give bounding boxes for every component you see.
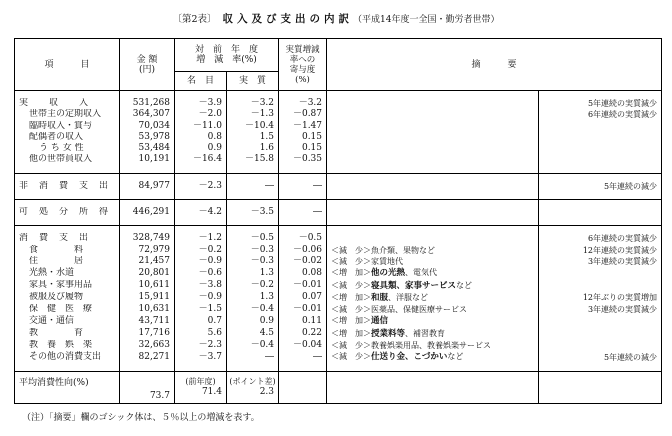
real-change-cell: 1.6 — [227, 143, 279, 154]
nominal-change-cell: －2.0 — [175, 109, 227, 120]
real-change-cell: －0.3 — [227, 245, 279, 256]
summary-note-cell — [539, 340, 662, 351]
contribution-cell: 0.22 — [279, 328, 327, 340]
summary-note-cell — [539, 207, 662, 218]
summary-cell — [327, 109, 539, 120]
summary-cell — [327, 280, 539, 292]
summary-cell — [327, 233, 539, 244]
summary-cell — [327, 328, 539, 340]
contribution-cell: －0.01 — [279, 304, 327, 315]
contribution-cell: 0.15 — [279, 132, 327, 143]
amount-cell: 32,663 — [120, 340, 175, 351]
summary-cell — [327, 121, 539, 132]
amount-cell: 531,268 — [120, 98, 175, 109]
nominal-change-cell: －3.9 — [175, 98, 227, 109]
table-row — [15, 143, 662, 154]
summary-cell — [327, 143, 539, 154]
real-change-cell: －0.4 — [227, 340, 279, 351]
row-label: 住 居 — [15, 256, 120, 267]
summary-emphasis: 寝具類、家事サービス — [371, 280, 457, 291]
summary-cell — [327, 98, 539, 109]
row-label: その他の消費支出 — [15, 351, 120, 363]
summary-note-cell: 3年連続の実質減少 — [539, 304, 662, 315]
propensity-amount: 73.7 — [120, 371, 175, 403]
propensity-value: 2.3 — [259, 387, 275, 398]
income-expenditure-table — [14, 38, 662, 404]
contribution-cell: －3.2 — [279, 98, 327, 109]
propensity-point-diff — [227, 371, 279, 403]
real-change-cell: －3.2 — [227, 98, 279, 109]
nominal-change-cell: －0.9 — [175, 256, 227, 267]
header-amount: 金 額 (円) — [120, 39, 175, 91]
summary-prefix: ＜増 加＞ — [331, 316, 372, 326]
real-change-cell: －0.4 — [227, 304, 279, 315]
contribution-cell: －0.5 — [279, 233, 327, 244]
real-change-cell: －0.5 — [227, 233, 279, 244]
contribution-cell: 0.15 — [279, 143, 327, 154]
row-label: 被服及び履物 — [15, 292, 120, 304]
summary-emphasis: 仕送り金、こづかい — [371, 352, 448, 363]
footnote: （注）「摘要」欄のゴシック体は、５％以上の増減を表す。 — [22, 413, 260, 423]
real-change-cell: －3.5 — [227, 207, 279, 218]
contribution-cell: 0.08 — [279, 267, 327, 279]
table-row — [15, 98, 662, 109]
nominal-change-cell: －4.2 — [175, 207, 227, 218]
amount-cell: 43,711 — [120, 315, 175, 327]
propensity-summary — [327, 371, 539, 403]
contribution-cell: ― — [279, 181, 327, 192]
summary-cell — [327, 292, 539, 304]
summary-note-cell — [539, 143, 662, 154]
table-row — [15, 181, 662, 192]
summary-suffix: など — [456, 280, 473, 290]
real-change-cell: －0.2 — [227, 280, 279, 292]
real-change-cell: 1.5 — [227, 132, 279, 143]
contribution-cell: 0.07 — [279, 292, 327, 304]
propensity-value: 71.4 — [201, 387, 222, 398]
row-label: 家具・家事用品 — [15, 280, 120, 292]
summary-prefix: ＜増 加＞ — [331, 268, 372, 278]
nominal-change-cell: －0.9 — [175, 292, 227, 304]
summary-note-cell — [539, 280, 662, 292]
amount-cell: 20,801 — [120, 267, 175, 279]
summary-suffix: など — [447, 352, 464, 362]
header-contribution: 実質増減 率への 寄与度 (%) — [279, 39, 327, 91]
nominal-change-cell: －3.8 — [175, 280, 227, 292]
table-subtitle: （平成14年度一全国・勤労者世帯） — [353, 15, 500, 25]
summary-note-cell: 6年連続の実質減少 — [539, 109, 662, 120]
summary-note-cell: 5年連続の減少 — [539, 351, 662, 363]
amount-cell: 84,977 — [120, 181, 175, 192]
table-row — [15, 154, 662, 165]
summary-cell — [327, 267, 539, 279]
summary-prefix: ＜増 加＞ — [331, 328, 372, 338]
row-label: 教 養 娯 楽 — [15, 340, 120, 351]
header-real: 実 質 — [227, 72, 279, 91]
row-label: 交通・通信 — [15, 315, 120, 327]
amount-cell: 21,457 — [120, 256, 175, 267]
contribution-cell: ― — [279, 351, 327, 363]
row-label: う ち 女 性 — [15, 143, 120, 154]
nominal-change-cell: －11.0 — [175, 121, 227, 132]
table-row — [15, 245, 662, 256]
nominal-change-cell: 0.9 — [175, 143, 227, 154]
row-label: 他の世帯員収入 — [15, 154, 120, 165]
summary-note-cell — [539, 154, 662, 165]
contribution-cell: －0.06 — [279, 245, 327, 256]
row-label: 光熱・水道 — [15, 267, 120, 279]
table-row — [15, 328, 662, 340]
real-change-cell: 4.5 — [227, 328, 279, 340]
amount-cell: 364,307 — [120, 109, 175, 120]
header-nominal: 名 目 — [175, 72, 227, 91]
amount-cell: 53,484 — [120, 143, 175, 154]
row-label: 臨時収入・賞与 — [15, 121, 120, 132]
nominal-change-cell: －16.4 — [175, 154, 227, 165]
summary-note-cell — [539, 328, 662, 340]
nominal-change-cell: 0.8 — [175, 132, 227, 143]
amount-cell: 70,034 — [120, 121, 175, 132]
summary-note-cell — [539, 267, 662, 279]
nominal-change-cell: －2.3 — [175, 181, 227, 192]
propensity-row — [15, 371, 662, 403]
table-row — [15, 292, 662, 304]
real-change-cell: 1.3 — [227, 267, 279, 279]
summary-emphasis: 和服 — [371, 292, 389, 303]
table-row — [15, 351, 662, 363]
contribution-cell: ― — [279, 207, 327, 218]
row-label: 配偶者の収入 — [15, 132, 120, 143]
summary-emphasis: 通信 — [371, 316, 389, 327]
header-item: 項 目 — [15, 39, 120, 91]
amount-cell: 328,749 — [120, 233, 175, 244]
summary-suffix: 、電気代 — [405, 268, 438, 278]
amount-cell: 53,978 — [120, 132, 175, 143]
amount-cell: 82,271 — [120, 351, 175, 363]
table-row — [15, 340, 662, 351]
row-label: 世帯主の定期収入 — [15, 109, 120, 120]
summary-cell — [327, 181, 539, 192]
contribution-cell: －1.47 — [279, 121, 327, 132]
summary-cell — [327, 207, 539, 218]
contribution-cell: －0.01 — [279, 280, 327, 292]
amount-cell: 17,716 — [120, 328, 175, 340]
summary-prefix: ＜増 加＞ — [331, 292, 372, 302]
table-row — [15, 267, 662, 279]
summary-cell — [327, 315, 539, 327]
summary-cell: ＜減 少＞家賃地代 — [327, 256, 539, 267]
row-label: 非 消 費 支 出 — [15, 181, 120, 192]
row-label: 可 処 分 所 得 — [15, 207, 120, 218]
contribution-cell: －0.04 — [279, 340, 327, 351]
summary-note-cell — [539, 315, 662, 327]
summary-note-cell: 3年連続の実質減少 — [539, 256, 662, 267]
propensity-prev-year — [175, 371, 227, 403]
summary-note-cell: 6年連続の実質減少 — [539, 233, 662, 244]
summary-emphasis: 他の光熱 — [371, 268, 406, 279]
real-change-cell: －1.3 — [227, 109, 279, 120]
real-change-cell: －10.4 — [227, 121, 279, 132]
header-change: 対 前 年 度 増 減 率(%) — [175, 39, 279, 72]
real-change-cell: 0.9 — [227, 315, 279, 327]
amount-cell: 72,979 — [120, 245, 175, 256]
summary-cell — [327, 154, 539, 165]
row-label: 消 費 支 出 — [15, 233, 120, 244]
table-row — [15, 256, 662, 267]
propensity-contrib — [279, 371, 327, 403]
table-row — [15, 315, 662, 327]
summary-suffix: 、補習教育 — [405, 328, 446, 338]
summary-note-cell: 5年連続の減少 — [539, 181, 662, 192]
real-change-cell: －0.3 — [227, 256, 279, 267]
summary-emphasis: 授業料等 — [371, 328, 406, 339]
summary-cell: ＜減 少＞教養娯楽用品、教養娯楽サービス — [327, 340, 539, 351]
real-change-cell: ― — [227, 351, 279, 363]
contribution-cell: －0.87 — [279, 109, 327, 120]
real-change-cell: ― — [227, 181, 279, 192]
summary-cell: ＜減 少＞魚介類、果物など — [327, 245, 539, 256]
propensity-sublabel: (ポイント差) — [229, 377, 276, 387]
summary-note-cell: 5年連続の実質減少 — [539, 98, 662, 109]
table-row — [15, 280, 662, 292]
row-label: 食 料 — [15, 245, 120, 256]
propensity-sublabel: (前年度) — [185, 377, 216, 387]
amount-cell: 15,911 — [120, 292, 175, 304]
table-row — [15, 109, 662, 120]
table-main-title: 収入及び支出の内訳 — [222, 13, 354, 25]
nominal-change-cell: 5.6 — [175, 328, 227, 340]
table-number: 〔第2表〕 — [172, 14, 217, 25]
nominal-change-cell: －0.6 — [175, 267, 227, 279]
contribution-cell: －0.35 — [279, 154, 327, 165]
nominal-change-cell: －2.3 — [175, 340, 227, 351]
real-change-cell: 1.3 — [227, 292, 279, 304]
summary-note-cell — [539, 132, 662, 143]
table-title — [0, 11, 672, 26]
table-row — [15, 121, 662, 132]
nominal-change-cell: 0.7 — [175, 315, 227, 327]
summary-note-cell — [539, 121, 662, 132]
amount-cell: 10,611 — [120, 280, 175, 292]
nominal-change-cell: －1.5 — [175, 304, 227, 315]
contribution-cell: －0.02 — [279, 256, 327, 267]
row-label: 教 育 — [15, 328, 120, 340]
amount-cell: 10,191 — [120, 154, 175, 165]
table-row — [15, 207, 662, 218]
summary-note-cell: 12年ぶりの実質増加 — [539, 292, 662, 304]
amount-cell: 10,631 — [120, 304, 175, 315]
table-row — [15, 233, 662, 244]
table-row — [15, 304, 662, 315]
nominal-change-cell: －3.7 — [175, 351, 227, 363]
propensity-label: 平均消費性向(%) — [15, 371, 120, 403]
summary-prefix: ＜減 少＞ — [331, 352, 372, 362]
summary-note-cell: 12年連続の実質減少 — [539, 245, 662, 256]
summary-cell — [327, 132, 539, 143]
contribution-cell: 0.11 — [279, 315, 327, 327]
row-label: 保 健 医 療 — [15, 304, 120, 315]
row-label: 実 収 入 — [15, 98, 120, 109]
table-body — [15, 91, 662, 404]
propensity-note — [539, 371, 662, 403]
summary-prefix: ＜減 少＞ — [331, 280, 372, 290]
summary-cell: ＜減 少＞医薬品、保健医療サービス — [327, 304, 539, 315]
header-summary: 摘 要 — [327, 39, 662, 91]
nominal-change-cell: －1.2 — [175, 233, 227, 244]
summary-cell — [327, 351, 539, 363]
summary-suffix: 、洋服など — [388, 292, 429, 302]
nominal-change-cell: －0.2 — [175, 245, 227, 256]
table-row — [15, 132, 662, 143]
real-change-cell: －15.8 — [227, 154, 279, 165]
amount-cell: 446,291 — [120, 207, 175, 218]
